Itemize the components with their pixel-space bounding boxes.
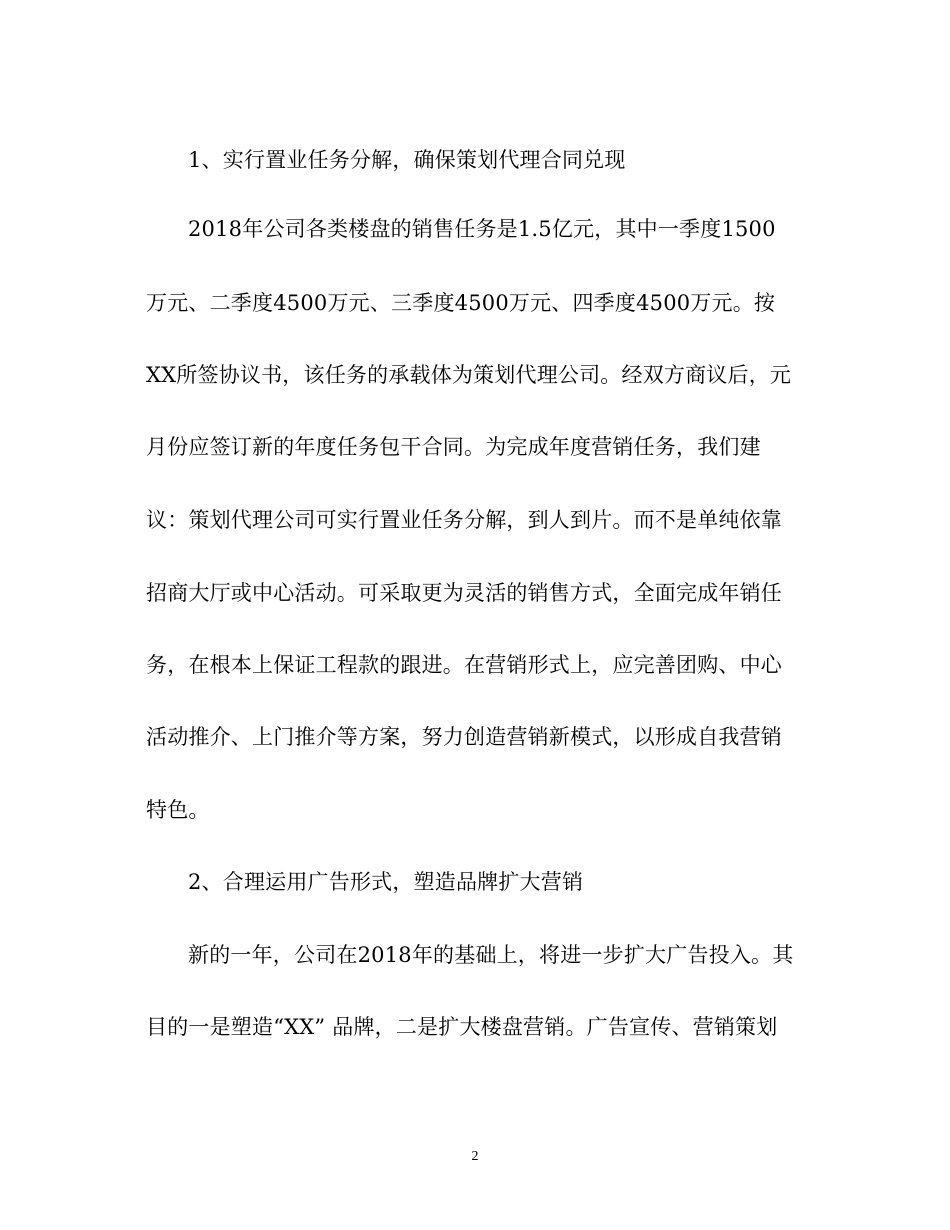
paragraph-line: 新的一年，公司在2018年的基础上，将进一步扩大广告投入。其 [188, 943, 794, 967]
paragraph-line: 活动推介、上门推介等方案，努力创造营销新模式，以形成自我营销 [146, 725, 782, 749]
section-heading-2: 2、合理运用广告形式，塑造品牌扩大营销 [188, 870, 584, 894]
paragraph-line: 务，在根本上保证工程款的跟进。在营销形式上，应完善团购、中心 [146, 653, 782, 677]
paragraph-line: 特色。 [146, 798, 210, 822]
paragraph-line: 月份应签订新的年度任务包干合同。为完成年度营销任务，我们建 [146, 435, 761, 459]
paragraph-line: 目的一是塑造“XX” 品牌，二是扩大楼盘营销。广告宣传、营销策划 [146, 1015, 778, 1039]
page-number: 2 [471, 1149, 479, 1164]
paragraph-line: 招商大厅或中心活动。可采取更为灵活的销售方式，全面完成年销任 [146, 581, 782, 605]
section-heading-1: 1、实行置业任务分解，确保策划代理合同兑现 [188, 148, 626, 172]
paragraph-line: XX所签协议书，该任务的承载体为策划代理公司。经双方商议后，元 [146, 363, 792, 387]
paragraph-line: 2018年公司各类楼盘的销售任务是1.5亿元，其中一季度1500 [188, 217, 776, 241]
paragraph-line: 万元、二季度4500万元、三季度4500万元、四季度4500万元。按 [146, 291, 776, 315]
paragraph-line: 议：策划代理公司可实行置业任务分解，到人到片。而不是单纯依靠 [146, 508, 782, 532]
